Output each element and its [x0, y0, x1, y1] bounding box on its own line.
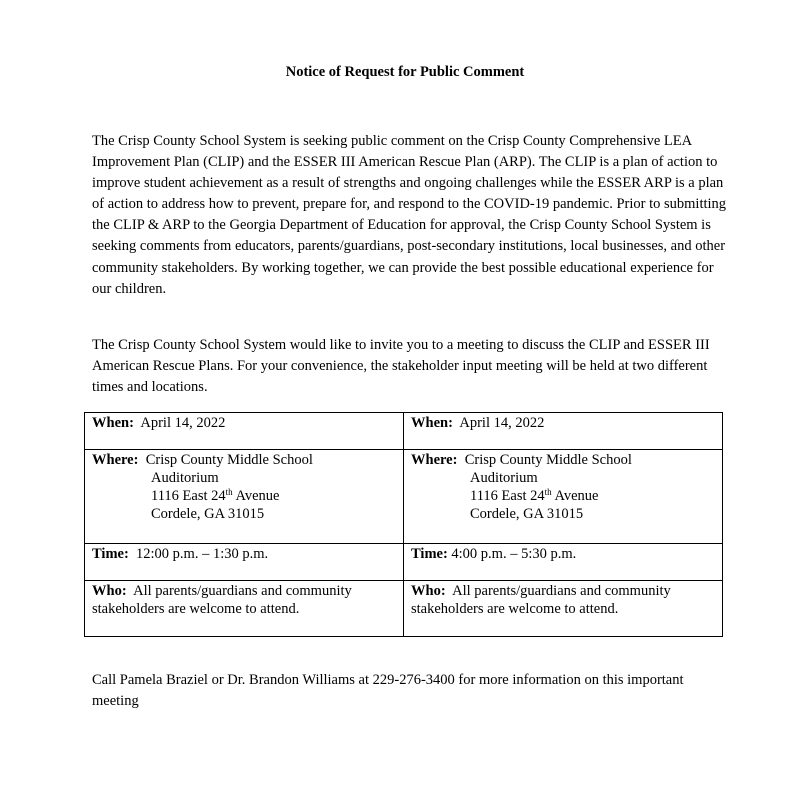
meeting-1-who-cell [85, 581, 404, 637]
meeting-2-street-number: 1116 East 24 [470, 488, 545, 504]
when-row [85, 413, 723, 450]
meeting-1-street-rest: Avenue [232, 488, 280, 504]
meeting-2-venue: Crisp County Middle School [464, 452, 632, 468]
meeting-1-time-cell [85, 544, 404, 581]
meeting-2-audience: All parents/guardians and community stakeholders are welcome to attend. [411, 583, 671, 617]
where-label: Where: [92, 452, 139, 468]
where-row [85, 450, 723, 544]
meeting-2-date: April 14, 2022 [459, 415, 545, 431]
intro-paragraph: The Crisp County School System is seeking public comment on the Crisp County Comprehensive LEA Improvement Plan (CLIP) and the ESSER III American Rescue Plan (ARP). The CLIP is a plan of action to improve student achievement as a result of strengths and ongoing challenges while the ESSER ARP is a plan of action to address how to prevent, prepare for, and respond to the COVID-19 pandemic. Prior to submitting the CLIP & ARP to the Georgia Department of Education for approval, the Crisp County School System is seeking comments from educators, parents/guardians, post-secondary institutions, local businesses, and other community stakeholders. By working together, we can provide the best possible educational experience for our children. [92, 133, 727, 297]
meeting-2-time: 4:00 p.m. – 5:30 p.m. [451, 546, 577, 562]
who-row [85, 581, 723, 637]
meeting-2-city: Cordele, GA 31015 [470, 506, 584, 522]
when-label: When: [92, 415, 134, 431]
meeting-2-who-cell [404, 581, 723, 637]
when-label: When: [411, 415, 453, 431]
meeting-2-street-rest: Avenue [551, 488, 599, 504]
contact-paragraph: Call Pamela Braziel or Dr. Brandon Williams at 229-276-3400 for more information on this important meeting [92, 672, 684, 710]
meeting-1-when-cell [85, 413, 404, 450]
meeting-1-venue-room: Auditorium [151, 470, 219, 486]
meeting-2-street-suffix: th [544, 487, 552, 497]
meeting-2-where-cell [404, 450, 723, 544]
meeting-2-time-cell [404, 544, 723, 581]
time-label: Time: [411, 546, 448, 562]
meeting-1-street-suffix: th [225, 487, 233, 497]
meeting-1-audience: All parents/guardians and community stakeholders are welcome to attend. [92, 583, 352, 617]
page-title: Notice of Request for Public Comment [285, 64, 525, 80]
meeting-1-venue: Crisp County Middle School [145, 452, 313, 468]
meeting-schedule-table [84, 412, 723, 637]
meeting-1-where-cell [85, 450, 404, 544]
who-label: Who: [411, 583, 446, 599]
who-label: Who: [92, 583, 127, 599]
meeting-1-street-number: 1116 East 24 [151, 488, 226, 504]
time-label: Time: [92, 546, 129, 562]
meeting-2-when-cell [404, 413, 723, 450]
where-label: Where: [411, 452, 458, 468]
meeting-1-date: April 14, 2022 [140, 415, 226, 431]
meeting-1-time: 12:00 p.m. – 1:30 p.m. [136, 546, 269, 562]
meeting-2-venue-room: Auditorium [470, 470, 538, 486]
meeting-1-city: Cordele, GA 31015 [151, 506, 265, 522]
invitation-paragraph: The Crisp County School System would like to invite you to a meeting to discuss the CLIP and ESSER III American Rescue Plans. For your convenience, the stakeholder input meeting will be held at two different times and locations. [92, 337, 710, 396]
meeting-2-street [411, 487, 715, 505]
time-row [85, 544, 723, 581]
meeting-1-street [92, 487, 396, 505]
